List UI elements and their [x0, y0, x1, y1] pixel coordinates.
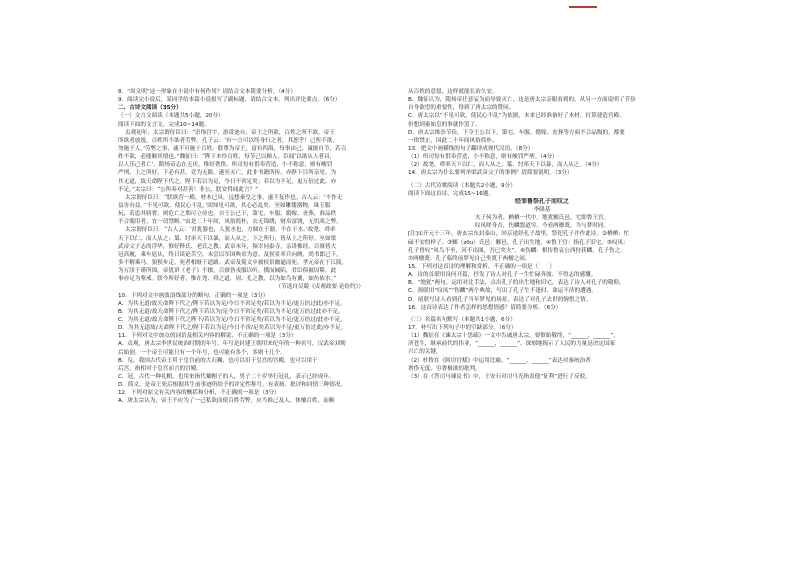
text-line: 武帝父子志尚浮华，惟好释氏、老氏之教；武帝末年，频幸同泰寺，亲讲佛经，百寮皆大 [118, 243, 337, 250]
text-line: 太宗谓侍臣曰：“古人云：‘君犹器也，人犹水也，方圆在于器，不在于水。’故尧、舜率 [125, 227, 336, 234]
text-line: 12．下列对原文有关内容的概括和分析，不正确的一项是（3分） [118, 390, 280, 397]
text-line: 阅读下面这首诗，完成15~16题。 [408, 190, 495, 197]
text-line: （2）杜牧在《阿房宫赋》中运用比喻，“______，______”表达对秦统治者 [408, 357, 591, 364]
text-line: 济苍生，继承前代的伟业，“______，______”，深刻地揭示了人民的力量是决定国家 [408, 341, 616, 348]
text-line: 后宫，指相对于皇宫而言的宫殿。 [118, 365, 202, 372]
text-line: 勿施于人。’劳弊之事，诚不可施于百姓。朕尊为帝王，富有四海，每事由己，诚能自节，若百 [118, 145, 347, 152]
right-column [408, 88, 676, 381]
text-line: 为万纽于谨所围，帝犹讲《老子》不辍，百寮皆戎服以听。俄而城陷，君臣俱被囚絷。此 [118, 268, 337, 275]
text-line: 但想到秦始皇的事就作罢了。 [408, 121, 481, 128]
text-line: 碌不安的样子。③鄹（zōu）氏邑：鄹邑，孔子出生地。④鲁王宫：指孔子旧宅。⑤叹凤： [408, 239, 629, 246]
text-line: （二）古代诗歌阅读（本题共2小题，9分） [408, 182, 516, 189]
text-line: D．尾联写诗人看到孔子当年梦见的场景，表达了对孔子去世的惋惜之情。 [408, 296, 592, 303]
text-line: C．颈联用“叹凤”“伤麟”两个典故，写出了孔子生不逢时、命运不济的遭遇。 [408, 288, 597, 295]
text-line: 其无道，故天命陛下代之。陛下若以为足，今日不啻足矣；若以为不足，更万倍过此，亦 [118, 178, 337, 185]
text-line: 严刑。上之所好，下必有甚，竞为无限，遂至灭亡，此非书籍所传，亦陛下目所亲见。为 [118, 170, 337, 177]
text-line: 8．“周文明”这一形象在小说中有何作用？请结合文本简要分析。（4分） [118, 89, 296, 95]
text-line: 14．唐太宗为什么要列举梁武帝父子的事例？请简要说明。（3分） [408, 170, 573, 177]
text-line: 夫子何为者，栖栖一代中。地犹鄹氏邑，宅即鲁王宫。 [474, 215, 610, 222]
text-line: 李隆基 [533, 206, 551, 213]
text-line: A．贞观，唐太宗李世民统治时期的年号。年号是封建王朝用来纪年的一种名号，汉武帝刘彻 [118, 341, 346, 348]
text-line: A．诗的首联用设问开篇，抒发了诗人对孔子一生忙碌奔波、不得志的感慨。 [408, 272, 597, 279]
text-line: B．为其无道/故天命陛下代之/陛下若以为/足今日不啻足矣/若以为不足/更万倍过此亦不足。 [118, 308, 344, 315]
text-line: C．冠，古代一种礼帽，也用来指代戴帽子的人，男子二十岁举行冠礼，表示已经成年。 [118, 373, 335, 380]
text-line: 9．阅读完小说后，某同学给本篇小说拟写了副标题，请结合文本，列出评论要点。（6分） [118, 97, 341, 104]
text-line: 事亦足为鉴戒。朕今所好者，惟在尧、舜之道，周、孔之教，以为如鸟有翼，如鱼依水。” [118, 276, 337, 283]
text-line: D．简文，是帝王死后根据其生前事迹所给予的评定性称号，有表扬、批评和同情三种情况。 [118, 382, 347, 389]
text-line: 经邹鲁祭孔子而叹之 [514, 197, 569, 205]
text-line: 叹凤嗟身否，伤麟怨道穷。今看两楹奠，当与梦时同。 [474, 223, 610, 230]
text-line: 一律禁止，因此二十年间风俗简朴。 [408, 137, 498, 144]
text-line: （2）故尧、舜率天下以仁，而人从之；桀、纣率天下以暴，而人从之。（4分） [408, 162, 603, 169]
text-line: 姓不欲，必能顺其情也。”魏征曰：“陛下本怜百姓，每节己以顺人。臣闻‘以欲从人者昌， [118, 154, 336, 161]
text-line: B．魏征认为，隋炀帝任意妄为而导致灭亡，这是唐太宗亲眼看到的，从另一方面说明了节俭 [408, 97, 636, 104]
text-line: 奢侈无度、穷奢极欲的批判。 [408, 365, 481, 372]
text-line: 17．补写出下列句子中的空缺部分。（6分） [408, 324, 517, 331]
text-line: B．凫，我国古代帝王用于皇宫前的大石狮，也可以用于皇宫的宫殿，也可以用于 [118, 357, 318, 364]
text-line: 从百姓的意愿，这样就能长治久安。 [408, 89, 498, 95]
text-line: 天下以仁，而人从之；桀、纣率天下以暴，而人从之。下之所行，皆从上之所好。至如梁 [118, 235, 337, 242]
text-line: 益害有益。’‘不见可欲，使民心不乱。’固知见可欲，其心必乱矣。至如雕镂器物，珠玉服 [118, 202, 331, 209]
text-line: 玩，若恣其骄奢，则危亡之期可立待也。自王公已下，第宅、车服、婚嫁、丧葬，准品秩 [118, 211, 337, 218]
text-line: （3）在《答司马谏议书》中，王安石对司马光指责他“征利”进行了反驳。 [408, 373, 591, 380]
text-line: （1）魏征在《谏太宗十思疏》一文中告诫唐太宗，要慎始敬终，“______，______”， [408, 333, 619, 340]
text-line: 二、古诗文阅读（35分） [118, 105, 182, 112]
text-line: A．为其无道/故天命陛下代之/陛下若以为足/今日不啻足矣/若以为不足/更万倍过此/亦不足。 [118, 300, 346, 307]
text-line: 后始创。一个帝王可能只有一个年号，也可能有多个，多则十几个。 [118, 349, 286, 356]
text-line: （一）文言文阅读（本题共5小题，20分） [118, 113, 224, 120]
text-line: 15．下列对这首诗的理解和赏析，不正确的一项是（ ） [408, 263, 555, 270]
text-line: 阅读下面的文言文，完成10~14题。 [118, 121, 210, 128]
text-line: ⑦两楹奠：孔子临终前梦见自己坐奠于两楹之间。 [408, 255, 531, 262]
text-line: 贞观初年，太宗谓侍臣曰：“崇饰宫宇，游赏池台，帝王之所欲，百姓之所不欲。帝王 [125, 129, 335, 136]
text-line: （1）所司每有供奉营造，小不称意，则有峻罚严刑。（4分） [408, 154, 558, 161]
text-line: 不足。”太宗曰：“公所奏对甚善！非公，朕安得闻此言？” [118, 186, 259, 193]
text-line: B．“地犹”两句，运用对比手法，点出孔子的出生地和旧宅，表达了诗人对孔子的敬仰。 [408, 280, 625, 287]
text-line: 太宗谓侍臣曰：“朕欲营一殿，材木已具，远想秦皇之事，遂不复作也。古人云：‘不作无 [125, 194, 343, 201]
text-line: （节选自吴兢《贞观政要·论俭约》） [275, 284, 364, 291]
text-line: 不合服用者，宜一切禁断。”由是二十年间，风俗简朴，衣无锦绣，财帛富饶，无饥寒之弊。 [118, 219, 342, 226]
text-line: D．为其无道故/天命陛下代之/陛下若以为足/今日不啻/足矣若以为不足/更万倍过此/亦不足。 [118, 325, 347, 332]
text-line: 16．这首诗表达了作者怎样的思想情感？请简要分析。（6分） [408, 304, 562, 311]
text-line: 13．把文中画横线的句子翻译成现代汉语。（8分） [408, 145, 534, 152]
text-line: 自身欲望的重要性，得到了唐太宗的赞同。 [408, 105, 515, 112]
text-line: D．唐太宗推崇节俭，下令王公以下，第宅、车服、婚嫁、丧葬等方面不合品级的，都要 [408, 129, 625, 136]
text-line: C．为其无道/故天命陛下代之陛下/若以为足/今日不啻足矣/若以为不足/更万倍过/此亦不足。 [118, 316, 346, 323]
text-line: 兴亡的关键。 [408, 349, 442, 356]
text-line: 多不解乘马，狼狈步走，死者相继于道路。武帝及简文卒被侯景幽逼而死。孝元帝在于江陵， [118, 259, 348, 266]
text-line: 所欲者放逸，百姓所不欲者劳弊。孔子云：‘有一言可以终身行之者，其恕乎！己所不欲， [118, 137, 338, 144]
text-line: 孔子曾叹“凤鸟不至，河不出图，吾已矣夫”。⑥伤麟：相传鲁哀公西狩获麟，孔子伤之。 [408, 247, 626, 254]
text-line: （三）名篇名句默写（本题共1小题，6分） [408, 316, 516, 323]
text-line: A．唐太宗认为，帝王不应为了一己私欲而使百姓劳弊，应当推己及人、体恤百姓，而顺 [118, 398, 335, 405]
text-line: C．唐太宗以“不见可欲，使民心不乱”为依据，本来已经准备好了木材，打算建造宫殿， [408, 113, 625, 120]
text-line: 10．下列对文中画波浪线部分的断句，正确的一项是（3分） [118, 292, 269, 299]
text-line: 以人乐己者亡’。隋炀帝志在无厌，惟好奢侈，所司每有供奉营造，小不称意，则有峻罚 [118, 162, 333, 169]
text-line: 11．下列对文中加点的词语及相关内容的解说，不正确的一项是（3分） [118, 333, 297, 340]
text-line: 冠高履，乘车扈从，终日谈论苦空，未尝以军国典章为意。及侯景率兵向阙，尚书郎已下， [118, 251, 342, 258]
text-line: [注]①开元十三年，唐玄宗东封泰山，回京途经孔子故里，祭祀孔子并作此诗。②栖栖：忙 [408, 231, 630, 238]
red-header-mark [563, 6, 603, 10]
left-column [118, 88, 384, 405]
